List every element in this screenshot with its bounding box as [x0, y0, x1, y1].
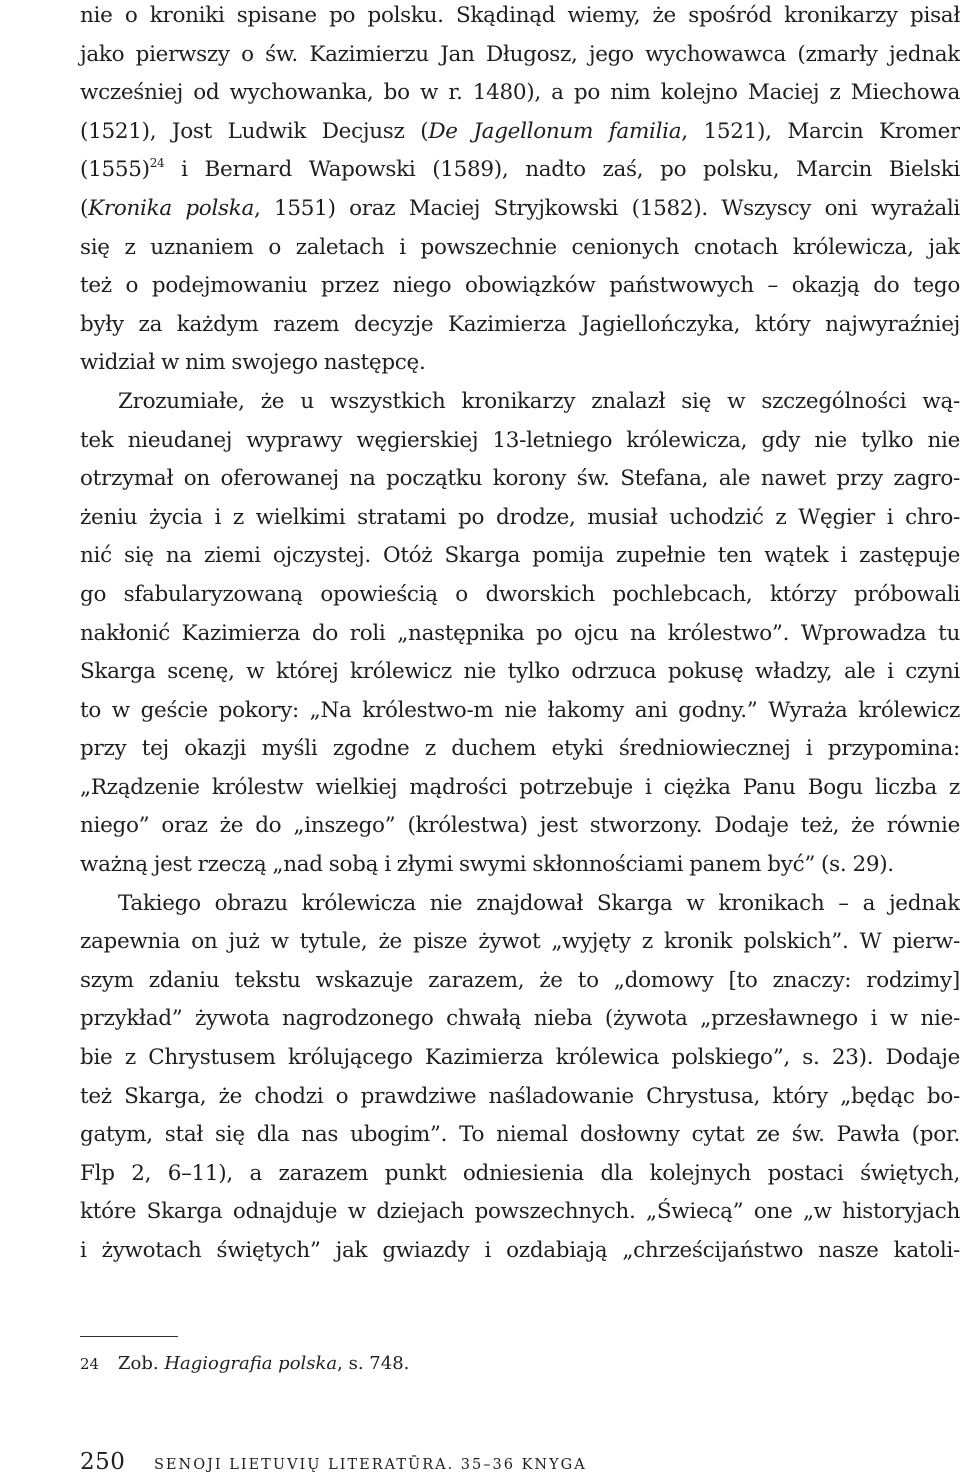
- text-line: zapewnia on już w tytule, że pisze żywot „wyjęty z kronik polskich”. W pierw-: [80, 929, 960, 955]
- text-line: się z uznaniem o zaletach i powszechnie cenionych cnotach królewicza, jak: [80, 234, 960, 260]
- italic-title: Kronika polska: [88, 195, 255, 221]
- text-line: go sfabularyzowaną opowieścią o dworskich pochlebcach, którzy próbowali: [80, 581, 960, 607]
- text-line: niego” oraz że do „inszego” (królestwa) jest stworzony. Dodaje też, że równie: [80, 813, 960, 839]
- text-line: żeniu życia i z wielkimi stratami po drodze, musiał uchodzić z Węgier i chro-: [80, 504, 960, 530]
- text-line: „Rządzenie królestw wielkiej mądrości potrzebuje i ciężka Panu Bogu liczba z: [80, 774, 960, 800]
- page-footer: [80, 1449, 587, 1475]
- text-line: Flp 2, 6–11), a zarazem punkt odniesienia dla kolejnych postaci świętych,: [80, 1160, 960, 1186]
- text-segment: , 1551) oraz Maciej Stryjkowski (1582). Wszyscy oni wyrażali: [254, 195, 960, 221]
- footnote-prefix: Zob.: [118, 1353, 165, 1374]
- text-segment: (1521), Jost Ludwik Decjusz (: [80, 118, 429, 144]
- italic-title: De Jagellonum familia: [428, 118, 682, 144]
- footnote: [80, 1352, 409, 1376]
- footnote-number: 24: [80, 1355, 100, 1373]
- document-page: [80, 0, 960, 1483]
- text-line: wcześniej od wychowanka, bo w r. 1480), a po nim kolejno Maciej z Miechowa: [80, 80, 960, 106]
- text-line: przykład” żywota nagrodzonego chwałą nieba (żywota „przesławnego i w nie-: [80, 1006, 960, 1032]
- text-line: widział w nim swojego następcę.: [80, 350, 426, 376]
- text-line: [80, 113, 960, 152]
- text-line: [80, 190, 960, 229]
- text-line: ważną jest rzeczą „nad sobą i złymi swymi skłonnościami panem być” (s. 29).: [80, 852, 894, 878]
- page-number: 250: [80, 1449, 126, 1475]
- text-line: Skarga scenę, w której królewicz nie tylko odrzuca pokusę władzy, ale i czyni: [80, 659, 960, 685]
- text-line: otrzymał on oferowanej na początku korony św. Stefana, ale nawet przy zagro-: [80, 466, 960, 492]
- journal-title: SENOJI LIETUVIŲ LITERATŪRA. 35–36 KNYGA: [154, 1457, 587, 1473]
- text-line: były za każdym razem decyzje Kazimierza Jagiellończyka, który najwyraźniej: [80, 311, 960, 337]
- text-line: tek nieudanej wyprawy węgierskiej 13-letniego królewicza, gdy nie tylko nie: [80, 427, 960, 453]
- text-line: też Skarga, że chodzi o prawdziwe naśladowanie Chrystusa, który „będąc bo-: [80, 1083, 960, 1109]
- footnote-suffix: , s. 748.: [337, 1353, 410, 1374]
- text-line: nić się na ziemi ojczystej. Otóż Skarga pomija zupełnie ten wątek i zastępuje: [80, 543, 960, 569]
- text-line: gatym, stał się dla nas ubogim”. To niemal dosłowny cytat ze św. Pawła (por.: [80, 1122, 960, 1148]
- body-text: [80, 0, 960, 1271]
- text-line: szym zdaniu tekstu wskazuje zarazem, że to „domowy [to znaczy: rodzimy]: [80, 967, 960, 993]
- text-line: nakłonić Kazimierza do roli „następnika po ojcu na królestwo”. Wprowadza tu: [80, 620, 960, 646]
- footnote-separator: [80, 1336, 178, 1337]
- text-segment: (1555): [80, 157, 150, 183]
- text-line: Takiego obrazu królewicza nie znajdował Skarga w kronikach – a jednak: [118, 890, 960, 916]
- text-line: przy tej okazji myśli zgodne z duchem etyki średniowiecznej i przypomina:: [80, 736, 960, 762]
- text-segment: i Bernard Wapowski (1589), nadto zaś, po polsku, Marcin Bielski: [164, 157, 960, 183]
- text-line: nie o kroniki spisane po polsku. Skądinąd wiemy, że spośród kronikarzy pisał: [80, 3, 960, 28]
- text-line: i żywotach świętych” jak gwiazdy i ozdabiają „chrześcijaństwo nasze katoli-: [80, 1238, 960, 1263]
- text-line: jako pierwszy o św. Kazimierzu Jan Długosz, jego wychowawca (zmarły jednak: [80, 41, 960, 67]
- text-line: to w geście pokory: „Na królestwo-m nie łakomy ani godny.” Wyraża królewicz: [80, 697, 960, 723]
- text-line: [80, 151, 960, 190]
- text-segment: , 1521), Marcin Kromer: [681, 118, 960, 144]
- footnote-reference: 24: [149, 156, 165, 171]
- text-segment: (: [80, 195, 89, 221]
- text-line: też o podejmowaniu przez niego obowiązków państwowych – okazją do tego: [80, 273, 960, 299]
- text-line: które Skarga odnajduje w dziejach powszechnych. „Świecą” one „w historyjach: [80, 1199, 960, 1225]
- text-line: bie z Chrystusem królującego Kazimierza królewica polskiego”, s. 23). Dodaje: [80, 1045, 960, 1071]
- footnote-title: Hagiografia polska: [164, 1353, 338, 1374]
- text-line: Zrozumiałe, że u wszystkich kronikarzy znalazł się w szczególności wą-: [118, 388, 960, 414]
